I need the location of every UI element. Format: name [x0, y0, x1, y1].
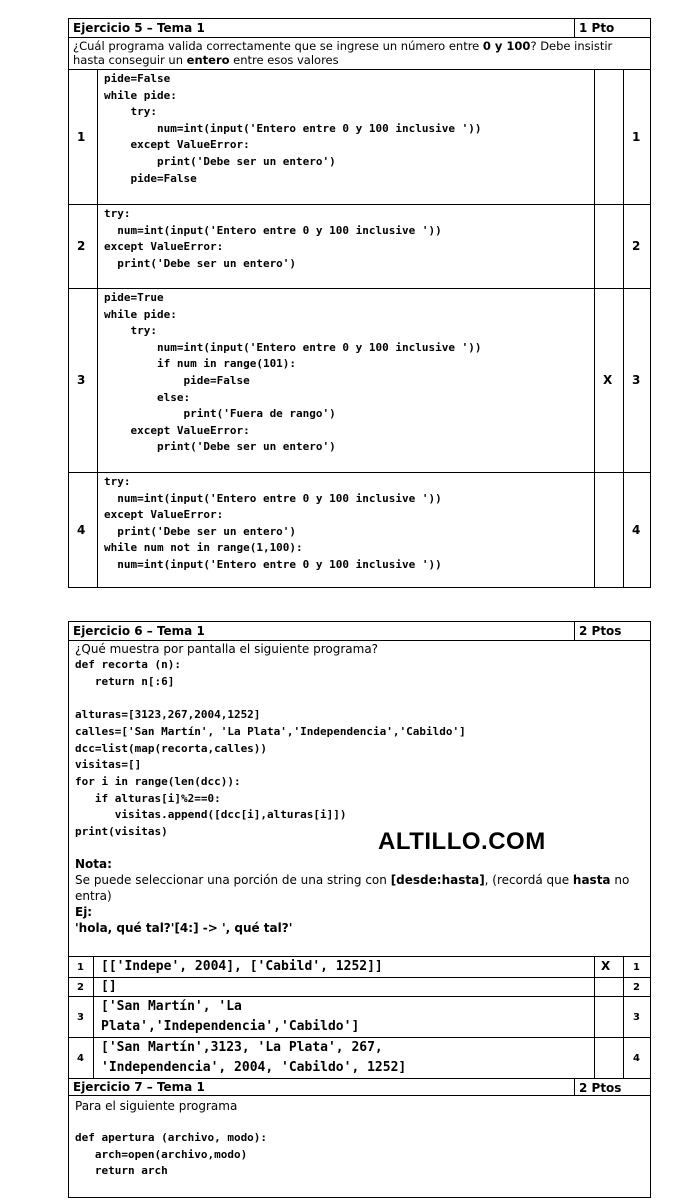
ex6-option-number: 2 — [77, 982, 84, 993]
ex6-option-number: 3 — [77, 1012, 84, 1023]
exercise-6 — [68, 621, 651, 1198]
ex5-option-mark[interactable]: X — [603, 373, 613, 387]
ex5-option-code: try: num=int(input('Entero entre 0 y 100 inclusive ')) except ValueError: print('Debe ser un entero') — [104, 207, 442, 270]
exercise-5-question: ¿Cuál programa valida correctamente que se ingrese un número entre 0 y 100? Debe insistir hasta conseguir un entero entre esos valores — [73, 39, 613, 67]
ex6-option-1 — [69, 956, 650, 977]
exercise-6-title: Ejercicio 6 – Tema 1 — [73, 624, 205, 638]
example-title: Ej: — [75, 905, 93, 919]
ex6-option-text: ['San Martín', 'La Plata','Independencia','Cabildo'] — [101, 999, 360, 1034]
ex6-option-mark[interactable]: X — [601, 959, 611, 973]
watermark: ALTILLO.COM — [378, 828, 546, 855]
ex5-option-2 — [69, 204, 650, 288]
ex6-option-4 — [69, 1037, 650, 1078]
ex5-option-4 — [69, 472, 650, 587]
ex5-option-number: 2 — [77, 239, 86, 253]
exercise-7-points: 2 Ptos — [574, 1079, 621, 1096]
exercise-6-code: def recorta (n): return n[:6] alturas=[3123,267,2004,1252] calles=['San Martín', 'La Plata','Independencia','Cabildo'] dcc=list(map(recorta,calles)) visitas=[] for i in range(len(dcc)): if alturas[i]%2==0: visitas.append([dcc[i],alturas[i]]) print(visitas) — [75, 658, 466, 839]
exercise-5 — [68, 18, 651, 588]
note-title: Nota: — [75, 857, 112, 871]
ex6-option-number: 4 — [77, 1053, 84, 1064]
exercise-7-question: Para el siguiente programa — [75, 1099, 238, 1113]
ex6-option-number-right: 1 — [633, 962, 640, 973]
ex6-option-3 — [69, 996, 650, 1037]
ex5-option-number: 4 — [77, 523, 86, 537]
ex6-option-text: [] — [101, 979, 117, 994]
note-text: Se puede seleccionar una porción de una string con [desde:hasta], (recordá que hasta no entra) — [75, 873, 630, 903]
ex6-option-number-right: 3 — [633, 1012, 640, 1023]
exercise-5-points: 1 Pto — [574, 19, 651, 37]
ex5-option-code: pide=True while pide: try: num=int(input('Entero entre 0 y 100 inclusive ')) if num in range(101): pide=False else: print('Fuera de rango') except ValueError: print('Debe ser un entero') — [104, 291, 482, 454]
ex5-option-number: 1 — [77, 130, 86, 144]
exercise-7-header — [69, 1078, 650, 1096]
ex5-option-number: 3 — [77, 373, 86, 387]
ex5-option-code: try: num=int(input('Entero entre 0 y 100 inclusive ')) except ValueError: print('Debe ser un entero') while num not in range(1,100): num=int(input('Entero entre 0 y 100 inclusive ')) — [104, 475, 442, 571]
exercise-5-title: Ejercicio 5 – Tema 1 — [73, 21, 205, 35]
exercise-7-title: Ejercicio 7 – Tema 1 — [73, 1080, 205, 1094]
ex5-option-number-right: 2 — [632, 239, 641, 253]
exercise-7-code: def apertura (archivo, modo): arch=open(archivo,modo) return arch — [75, 1131, 268, 1178]
exercise-5-header — [69, 19, 650, 38]
ex6-option-number: 1 — [77, 962, 84, 973]
exercise-6-note — [75, 856, 645, 936]
example-text: 'hola, qué tal?'[4:] -> ', qué tal?' — [75, 921, 293, 935]
exercise-6-points: 2 Ptos — [574, 622, 651, 640]
ex5-option-code: pide=False while pide: try: num=int(input('Entero entre 0 y 100 inclusive ')) except ValueError: print('Debe ser un entero') pide=False — [104, 72, 482, 185]
exercise-6-question: ¿Qué muestra por pantalla el siguiente programa? — [75, 642, 379, 656]
exercise-6-header — [69, 622, 650, 641]
ex5-option-number-right: 4 — [632, 523, 641, 537]
ex5-option-number-right: 3 — [632, 373, 641, 387]
ex5-option-number-right: 1 — [632, 130, 641, 144]
ex6-option-text: [['Indepe', 2004], ['Cabild', 1252]] — [101, 959, 383, 974]
ex6-option-number-right: 4 — [633, 1053, 640, 1064]
ex5-option-3 — [69, 288, 650, 472]
ex6-option-number-right: 2 — [633, 982, 640, 993]
ex6-option-text: ['San Martín',3123, 'La Plata', 267, 'Independencia', 2004, 'Cabildo', 1252] — [101, 1040, 407, 1075]
ex6-option-2 — [69, 977, 650, 996]
ex5-option-1 — [69, 69, 650, 204]
